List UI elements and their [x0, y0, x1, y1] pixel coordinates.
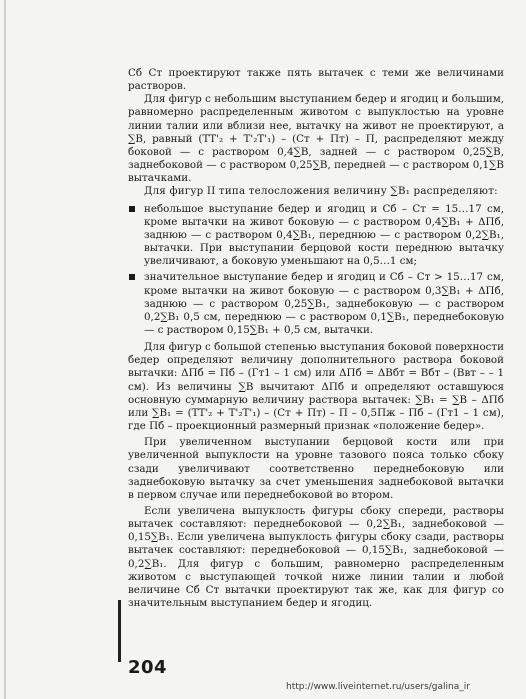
bullet-list [128, 203, 504, 338]
bullet-marker-icon [129, 206, 135, 212]
paragraph-5: При увеличенном выступании берцовой кости или при увеличенной выпуклости на уровне тазового пояса только сбоку сзади увеличивают соответственно переднебоковую или заднебоковую вытачку за счет уменьшения заднебоковой вытачки в первом случае или переднебоковой во втором. [128, 436, 504, 501]
paragraph-4: Для фигур с большой степенью выступания боковой поверхности бедер определяют величину дополнительного раствора боковой вытачки: ΔПб = Пб – (Гт1 – 1 см) или ΔПб = ΔBбт = Bбт – (Bвт – – 1 см). Из величины ∑B вычитают ΔПб и определяют оставшуюся основную суммарную величину раствора вытачек: ∑B₁ = ∑B – ΔПб или ∑B₁ = (ТТ'₂ + Т'₂Т'₁) – (Cт + Пт) – П – 0,5Пж – Пб – (Гт1 – 1 см), где Пб – проекционный размерный признак «положение бедер». [128, 341, 504, 433]
page-body-text [128, 67, 504, 610]
list-item [128, 203, 504, 269]
footer-url-link[interactable]: http://www.liveinternet.ru/users/galina_ir [286, 682, 470, 692]
list-item [128, 271, 504, 337]
bullet-text-2: значительное выступание бедер и ягодиц и Cб – Cт > 15…17 см, кроме вытачки на живот боковую — с раствором 0,3∑B₁ + ΔПб, заднюю — с раствором 0,25∑B₁, заднебоковую — с раствором 0,2∑B₁ 0,5 см, переднюю — с раствором 0,1∑B₁, переднебоковую — с раствором 0,15∑B₁ + 0,5 см, вытачки. [144, 271, 504, 336]
page-number: 204 [128, 657, 168, 678]
bullet-text-1: небольшое выступание бедер и ягодиц и Cб – Cт = 15…17 см, кроме вытачки на живот боковую — с раствором 0,4∑B₁ + ΔПб, заднюю — с раствором 0,4∑B₁, переднюю — с раствором 0,2∑B₁, вытачки. При выступании берцовой кости переднюю вытачку увеличивают, а боковую уменьшают на 0,5…1 см; [144, 202, 504, 268]
paragraph-1: Cб Cт проектируют также пять вытачек с теми же величинами растворов. [128, 67, 504, 93]
scan-edge-line [4, 0, 6, 699]
paragraph-3: Для фигур II типа телосложения величину ∑B₁ распределяют: [144, 185, 498, 198]
bullet-marker-icon [129, 274, 135, 280]
paragraph-6: Если увеличена выпуклость фигуры сбоку спереди, растворы вытачек составляют: переднебоковой — 0,2∑B₁, заднебоковой — 0,15∑B₁. Если увеличена выпуклость фигуры сбоку сзади, растворы вытачек составляют: переднебоковой — 0,15∑B₁, заднебоковой — 0,2∑B₁. Для фигур с большим, равномерно распределенным животом с выступающей точкой ниже линии талии и любой величине Cб Cт вытачки проектируют так же, как для фигур со значительным выступанием бедер и ягодиц. [128, 505, 504, 610]
margin-rule [118, 600, 121, 662]
paragraph-2: Для фигур с небольшим выступанием бедер и ягодиц и большим, равномерно распределенным животом с выпуклостью на уровне линии талии или вблизи нее, вытачку на живот не проектируют, а ∑B, равный (ТТ'₂ + Т'₂Т'₁) – (Cт + Пт) – П, распределяют между боковой — с раствором 0,4∑B, задней — с раствором 0,25∑B, заднебоковой — с раствором 0,25∑B, передней — с раствором 0,1∑B вытачками. [128, 93, 504, 185]
